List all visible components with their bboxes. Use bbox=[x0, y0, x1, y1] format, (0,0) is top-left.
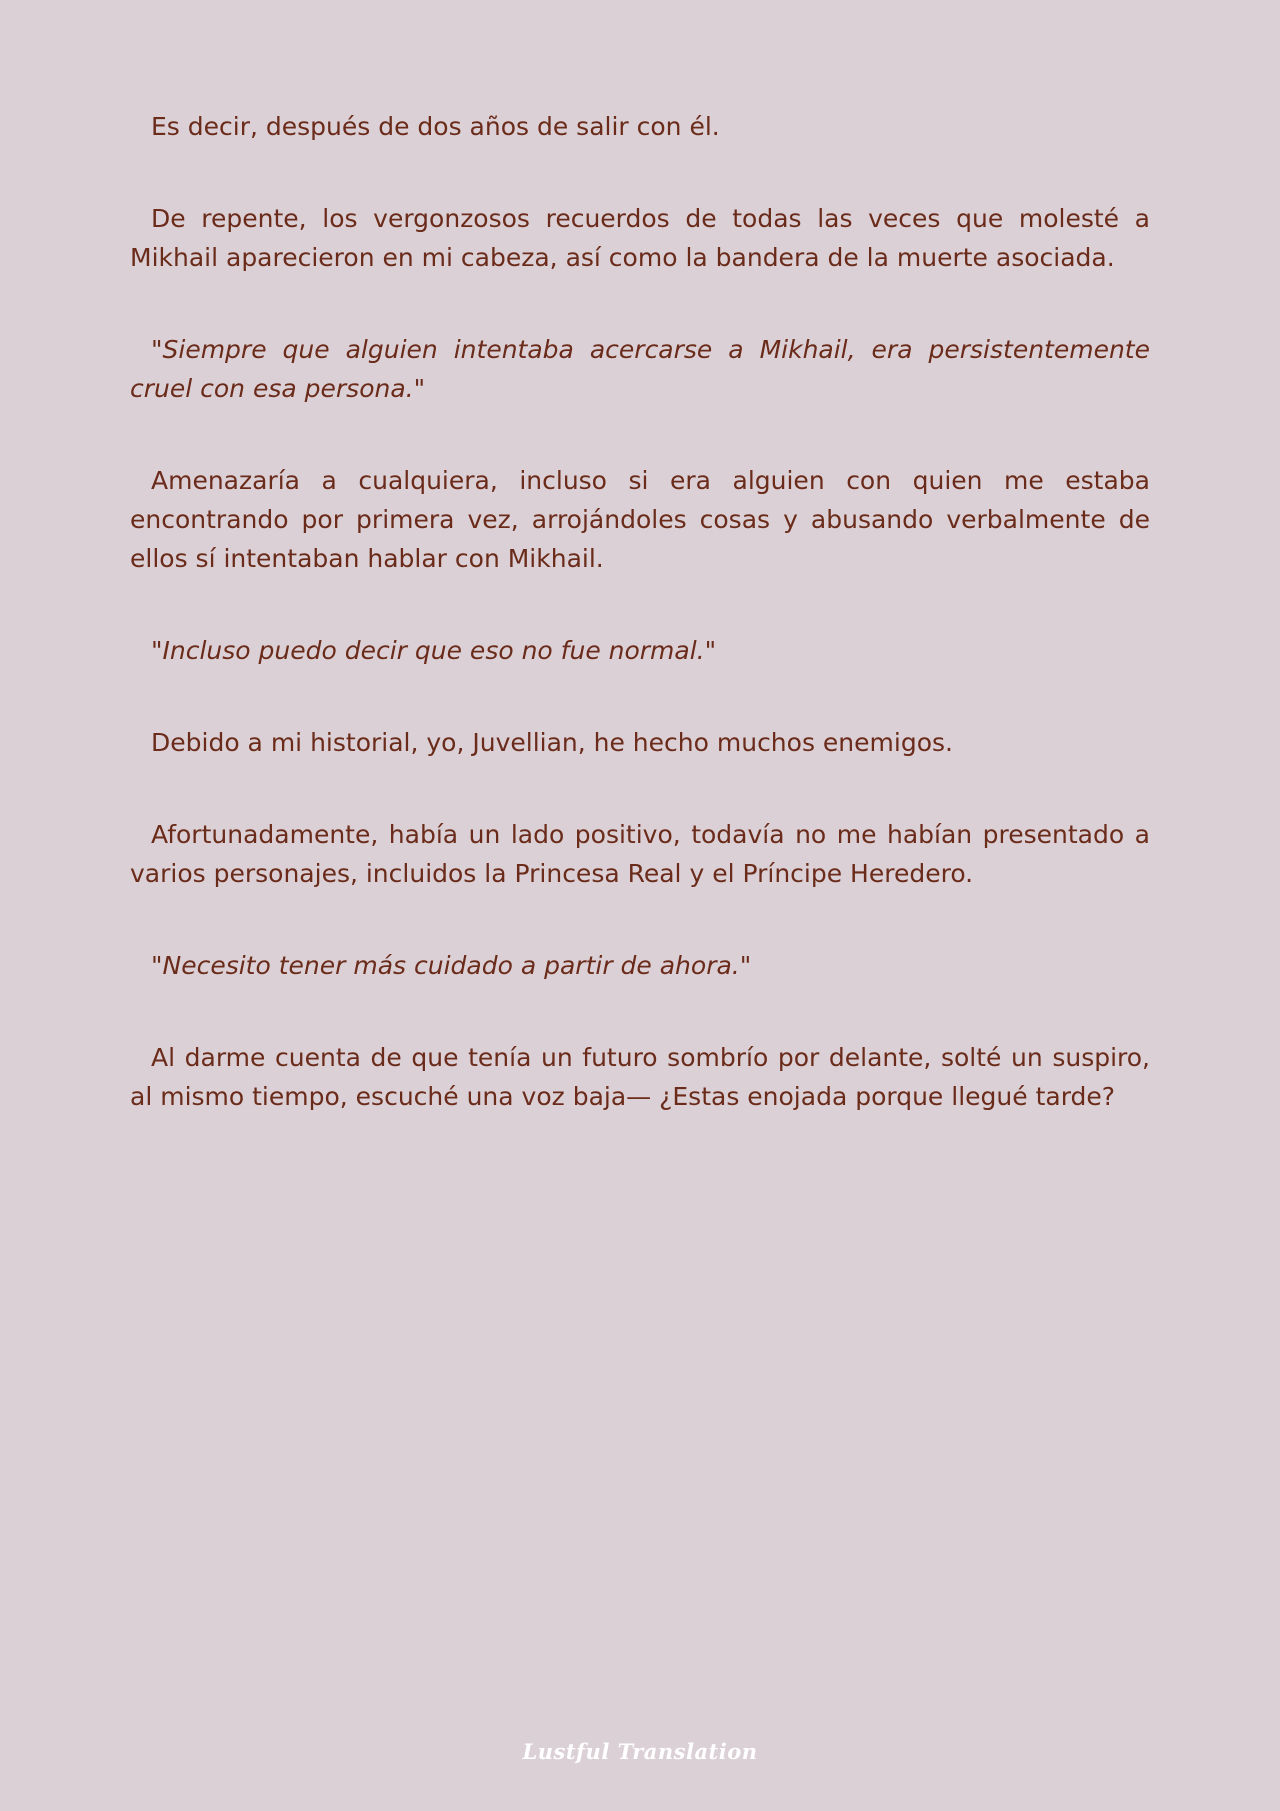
paragraph: Amenazaría a cualquiera, incluso si era alguien con quien me estaba encontrando por primera vez, arrojándoles cosas y abusando verbalmente de ellos sí intentaban hablar con Mikhail. bbox=[130, 466, 1150, 573]
paragraph: Es decir, después de dos años de salir con él. bbox=[151, 112, 720, 141]
paragraph: Al darme cuenta de que tenía un futuro sombrío por delante, solté un suspiro, al mismo tiempo, escuché una voz baja— ¿Estas enojada porque llegué tarde? bbox=[130, 1043, 1150, 1111]
quote-paragraph: "Incluso puedo decir que eso no fue normal." bbox=[151, 636, 717, 665]
paragraph: Afortunadamente, había un lado positivo, todavía no me habían presentado a varios personajes, incluidos la Princesa Real y el Príncipe Heredero. bbox=[130, 820, 1150, 888]
translator-watermark: Lustful Translation bbox=[522, 1739, 758, 1764]
document-body bbox=[130, 107, 1150, 1169]
paragraph: Debido a mi historial, yo, Juvellian, he hecho muchos enemigos. bbox=[151, 728, 953, 757]
quote-paragraph: "Necesito tener más cuidado a partir de ahora." bbox=[151, 951, 752, 980]
quote-paragraph: "Siempre que alguien intentaba acercarse a Mikhail, era persistentemente cruel con esa persona." bbox=[130, 335, 1150, 403]
paragraph: De repente, los vergonzosos recuerdos de todas las veces que molesté a Mikhail aparecieron en mi cabeza, así como la bandera de la muerte asociada. bbox=[130, 204, 1150, 272]
